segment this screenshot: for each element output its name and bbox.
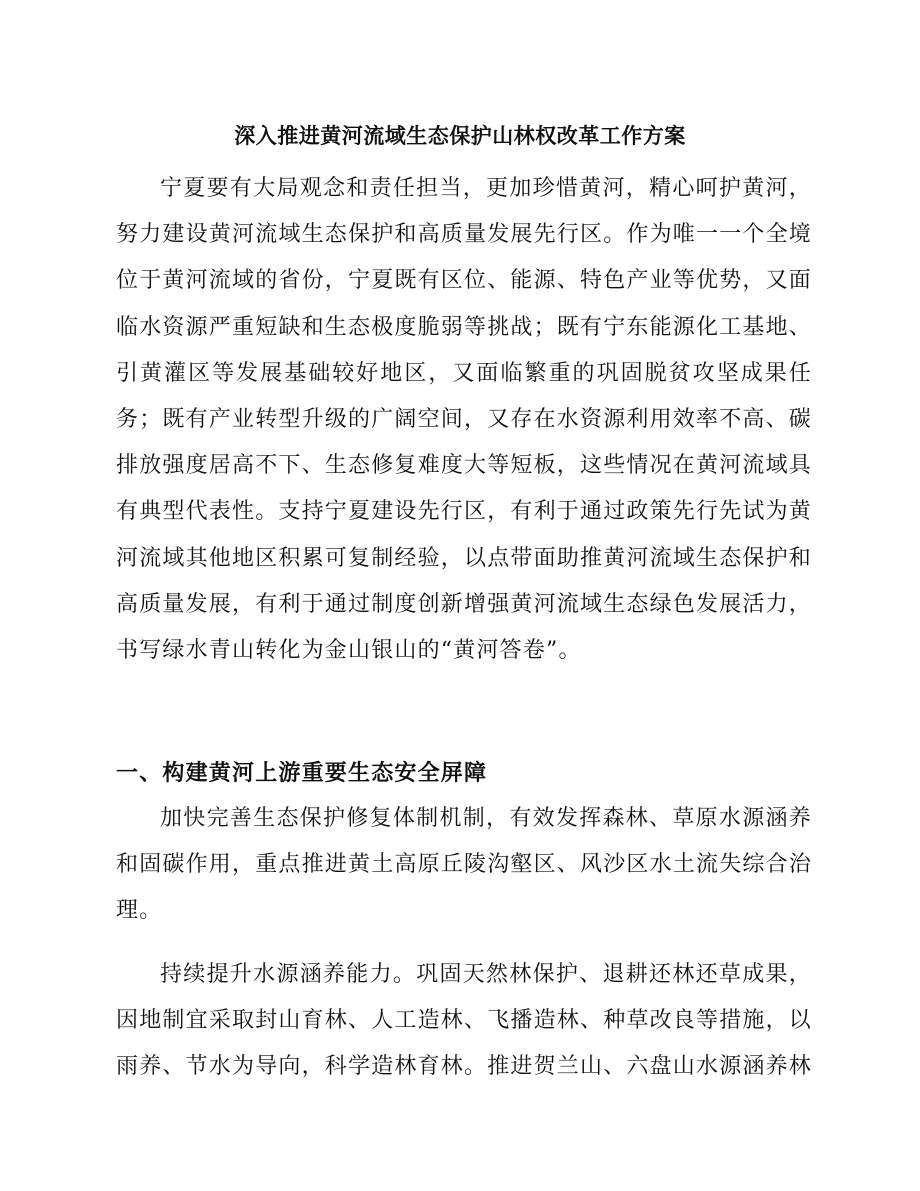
document-title: 深入推进黄河流域生态保护山林权改革工作方案: [234, 123, 686, 148]
section-paragraph-1: 加快完善生态保护修复体制机制，有效发挥森林、草原水源涵养和固碳作用，重点推进黄土高原丘陵沟壑区、风沙区水土流失综合治理。: [116, 806, 813, 924]
section-paragraph-2: 持续提升水源涵养能力。巩固天然林保护、退耕还林还草成果，因地制宜采取封山育林、人工造林、飞播造林、种草改良等措施，以雨养、节水为导向，科学造林育林。推进贺兰山、六盘山水源涵养林: [116, 962, 813, 1080]
section-heading: 一、构建黄河上游重要生态安全屏障: [116, 760, 488, 786]
intro-paragraph: 宁夏要有大局观念和责任担当，更加珍惜黄河，精心呵护黄河，努力建设黄河流域生态保护和高质量发展先行区。作为唯一一个全境位于黄河流域的省份，宁夏既有区位、能源、特色产业等优势，又面临水资源严重短缺和生态极度脆弱等挑战；既有宁东能源化工基地、引黄灌区等发展基础较好地区，又面临繁重的巩固脱贫攻坚成果任务；既有产业转型升级的广阔空间，又存在水资源利用效率不高、碳排放强度居高不下、生态修复难度大等短板，这些情况在黄河流域具有典型代表性。支持宁夏建设先行区，有利于通过政策先行先试为黄河流域其他地区积累可复制经验，以点带面助推黄河流域生态保护和高质量发展，有利于通过制度创新增强黄河流域生态绿色发展活力，书写绿水青山转化为金山银山的“黄河答卷”。: [116, 176, 813, 664]
